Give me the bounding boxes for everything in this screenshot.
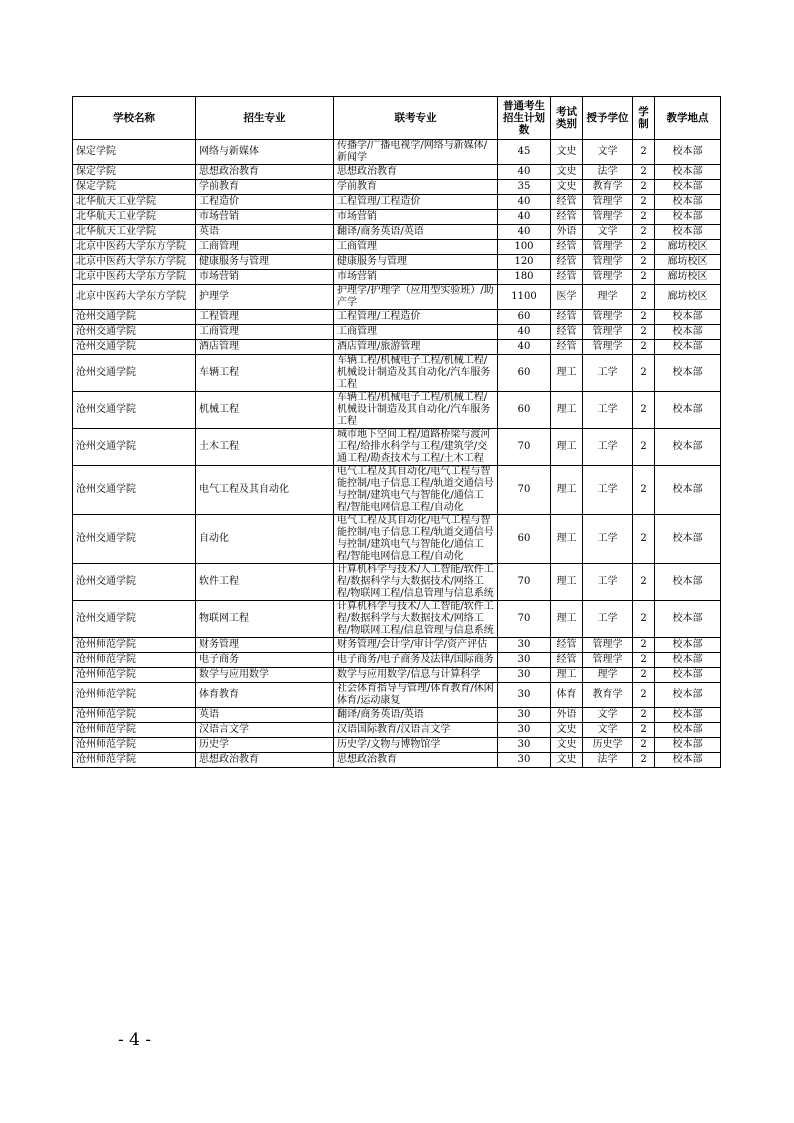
related-majors-cell: 学前教育 xyxy=(334,180,498,195)
related-majors-cell: 计算机科学与技术/人工智能/软件工程/数据科学与大数据技术/网络工程/物联网工程/信息管理与信息系统 xyxy=(334,601,498,638)
duration-cell: 2 xyxy=(633,325,655,340)
exam-cell: 文史 xyxy=(551,723,583,738)
degree-cell: 法学 xyxy=(583,753,633,768)
table-row xyxy=(73,355,721,392)
school-cell: 北京中医药大学东方学院 xyxy=(73,270,196,285)
degree-cell: 工学 xyxy=(583,355,633,392)
table-row xyxy=(73,285,721,310)
degree-cell: 工学 xyxy=(583,564,633,601)
related-majors-cell: 市场营销 xyxy=(334,210,498,225)
related-majors-cell: 电气工程及其自动化/电气工程与智能控制/电子信息工程/轨道交通信号与控制/建筑电气与智能化/通信工程/智能电网信息工程/自动化 xyxy=(334,466,498,515)
duration-cell: 2 xyxy=(633,723,655,738)
plan-cell: 70 xyxy=(498,601,551,638)
duration-cell: 2 xyxy=(633,392,655,429)
related-majors-cell: 传播学/广播电视学/网络与新媒体/新闻学 xyxy=(334,140,498,165)
table-row xyxy=(73,429,721,466)
campus-cell: 校本部 xyxy=(655,638,721,653)
exam-cell: 文史 xyxy=(551,180,583,195)
exam-cell: 文史 xyxy=(551,753,583,768)
plan-cell: 70 xyxy=(498,466,551,515)
major-cell: 工商管理 xyxy=(196,240,334,255)
plan-cell: 30 xyxy=(498,753,551,768)
school-cell: 北京中医药大学东方学院 xyxy=(73,285,196,310)
duration-cell: 2 xyxy=(633,753,655,768)
degree-cell: 工学 xyxy=(583,392,633,429)
plan-cell: 60 xyxy=(498,515,551,564)
duration-cell: 2 xyxy=(633,180,655,195)
exam-cell: 理工 xyxy=(551,392,583,429)
school-cell: 沧州师范学院 xyxy=(73,753,196,768)
major-cell: 英语 xyxy=(196,708,334,723)
duration-cell: 2 xyxy=(633,310,655,325)
exam-cell: 经管 xyxy=(551,255,583,270)
admissions-table xyxy=(72,96,721,768)
degree-cell: 管理学 xyxy=(583,653,633,668)
major-cell: 工程管理 xyxy=(196,310,334,325)
school-cell: 沧州交通学院 xyxy=(73,340,196,355)
table-row xyxy=(73,165,721,180)
campus-cell: 校本部 xyxy=(655,429,721,466)
school-cell: 沧州交通学院 xyxy=(73,355,196,392)
school-cell: 北京中医药大学东方学院 xyxy=(73,240,196,255)
degree-cell: 管理学 xyxy=(583,195,633,210)
duration-cell: 2 xyxy=(633,601,655,638)
school-cell: 沧州师范学院 xyxy=(73,653,196,668)
duration-cell: 2 xyxy=(633,195,655,210)
plan-cell: 40 xyxy=(498,225,551,240)
related-majors-cell: 工程管理/工程造价 xyxy=(334,310,498,325)
degree-cell: 文学 xyxy=(583,225,633,240)
exam-cell: 外语 xyxy=(551,225,583,240)
school-cell: 北京中医药大学东方学院 xyxy=(73,255,196,270)
table-row xyxy=(73,668,721,683)
school-cell: 沧州师范学院 xyxy=(73,668,196,683)
exam-cell: 经管 xyxy=(551,310,583,325)
plan-cell: 100 xyxy=(498,240,551,255)
degree-cell: 教育学 xyxy=(583,683,633,708)
plan-cell: 40 xyxy=(498,165,551,180)
degree-cell: 历史学 xyxy=(583,738,633,753)
campus-cell: 校本部 xyxy=(655,466,721,515)
major-cell: 历史学 xyxy=(196,738,334,753)
duration-cell: 2 xyxy=(633,683,655,708)
major-cell: 护理学 xyxy=(196,285,334,310)
plan-cell: 60 xyxy=(498,310,551,325)
school-cell: 沧州交通学院 xyxy=(73,564,196,601)
campus-cell: 校本部 xyxy=(655,683,721,708)
exam-cell: 经管 xyxy=(551,325,583,340)
table-row xyxy=(73,225,721,240)
related-majors-cell: 翻译/商务英语/英语 xyxy=(334,225,498,240)
major-cell: 机械工程 xyxy=(196,392,334,429)
plan-cell: 30 xyxy=(498,708,551,723)
major-cell: 思想政治教育 xyxy=(196,753,334,768)
table-row xyxy=(73,310,721,325)
degree-cell: 教育学 xyxy=(583,180,633,195)
plan-cell: 40 xyxy=(498,195,551,210)
table-body xyxy=(73,140,721,768)
campus-cell: 校本部 xyxy=(655,195,721,210)
degree-cell: 管理学 xyxy=(583,240,633,255)
exam-cell: 经管 xyxy=(551,195,583,210)
related-majors-cell: 护理学/护理学（应用型实验班）/助产学 xyxy=(334,285,498,310)
exam-cell: 文史 xyxy=(551,738,583,753)
major-cell: 英语 xyxy=(196,225,334,240)
exam-cell: 理工 xyxy=(551,668,583,683)
campus-cell: 校本部 xyxy=(655,210,721,225)
campus-cell: 校本部 xyxy=(655,340,721,355)
duration-cell: 2 xyxy=(633,340,655,355)
plan-cell: 40 xyxy=(498,325,551,340)
related-majors-cell: 电气工程及其自动化/电气工程与智能控制/电子信息工程/轨道交通信号与控制/建筑电气与智能化/通信工程/智能电网信息工程/自动化 xyxy=(334,515,498,564)
related-majors-cell: 城市地下空间工程/道路桥梁与渡河工程/给排水科学与工程/建筑学/交通工程/勘查技术与工程/土木工程 xyxy=(334,429,498,466)
header-duration: 学制 xyxy=(633,97,655,140)
table-row xyxy=(73,195,721,210)
header-enrollment-plan: 普通考生招生计划数 xyxy=(498,97,551,140)
related-majors-cell: 社会体育指导与管理/体育教育/休闲体育/运动康复 xyxy=(334,683,498,708)
campus-cell: 廊坊校区 xyxy=(655,285,721,310)
school-cell: 沧州交通学院 xyxy=(73,392,196,429)
duration-cell: 2 xyxy=(633,255,655,270)
degree-cell: 管理学 xyxy=(583,255,633,270)
major-cell: 网络与新媒体 xyxy=(196,140,334,165)
school-cell: 沧州师范学院 xyxy=(73,708,196,723)
related-majors-cell: 财务管理/会计学/审计学/资产评估 xyxy=(334,638,498,653)
school-cell: 沧州交通学院 xyxy=(73,429,196,466)
header-row xyxy=(73,97,721,140)
plan-cell: 45 xyxy=(498,140,551,165)
table-row xyxy=(73,738,721,753)
plan-cell: 30 xyxy=(498,738,551,753)
school-cell: 保定学院 xyxy=(73,140,196,165)
plan-cell: 30 xyxy=(498,723,551,738)
campus-cell: 校本部 xyxy=(655,165,721,180)
related-majors-cell: 思想政治教育 xyxy=(334,165,498,180)
school-cell: 沧州交通学院 xyxy=(73,310,196,325)
school-cell: 沧州师范学院 xyxy=(73,683,196,708)
school-cell: 沧州交通学院 xyxy=(73,515,196,564)
campus-cell: 校本部 xyxy=(655,708,721,723)
school-cell: 北华航天工业学院 xyxy=(73,195,196,210)
exam-cell: 理工 xyxy=(551,515,583,564)
related-majors-cell: 市场营销 xyxy=(334,270,498,285)
campus-cell: 校本部 xyxy=(655,738,721,753)
campus-cell: 廊坊校区 xyxy=(655,270,721,285)
campus-cell: 校本部 xyxy=(655,355,721,392)
table-row xyxy=(73,140,721,165)
related-majors-cell: 历史学/文物与博物馆学 xyxy=(334,738,498,753)
exam-cell: 外语 xyxy=(551,708,583,723)
major-cell: 市场营销 xyxy=(196,210,334,225)
degree-cell: 管理学 xyxy=(583,310,633,325)
table-row xyxy=(73,325,721,340)
campus-cell: 校本部 xyxy=(655,180,721,195)
duration-cell: 2 xyxy=(633,355,655,392)
duration-cell: 2 xyxy=(633,165,655,180)
major-cell: 电气工程及其自动化 xyxy=(196,466,334,515)
exam-cell: 经管 xyxy=(551,340,583,355)
school-cell: 保定学院 xyxy=(73,165,196,180)
exam-cell: 经管 xyxy=(551,270,583,285)
plan-cell: 40 xyxy=(498,340,551,355)
duration-cell: 2 xyxy=(633,738,655,753)
degree-cell: 管理学 xyxy=(583,210,633,225)
related-majors-cell: 酒店管理/旅游管理 xyxy=(334,340,498,355)
degree-cell: 工学 xyxy=(583,601,633,638)
campus-cell: 校本部 xyxy=(655,310,721,325)
exam-cell: 文史 xyxy=(551,140,583,165)
campus-cell: 校本部 xyxy=(655,140,721,165)
plan-cell: 35 xyxy=(498,180,551,195)
related-majors-cell: 工商管理 xyxy=(334,325,498,340)
table-row xyxy=(73,653,721,668)
exam-cell: 文史 xyxy=(551,165,583,180)
major-cell: 土木工程 xyxy=(196,429,334,466)
related-majors-cell: 计算机科学与技术/人工智能/软件工程/数据科学与大数据技术/网络工程/物联网工程/信息管理与信息系统 xyxy=(334,564,498,601)
degree-cell: 工学 xyxy=(583,515,633,564)
table-row xyxy=(73,515,721,564)
campus-cell: 校本部 xyxy=(655,564,721,601)
header-campus: 教学地点 xyxy=(655,97,721,140)
degree-cell: 理学 xyxy=(583,668,633,683)
table-row xyxy=(73,564,721,601)
table-row xyxy=(73,240,721,255)
exam-cell: 理工 xyxy=(551,564,583,601)
plan-cell: 60 xyxy=(498,355,551,392)
duration-cell: 2 xyxy=(633,140,655,165)
campus-cell: 校本部 xyxy=(655,515,721,564)
degree-cell: 管理学 xyxy=(583,638,633,653)
major-cell: 市场营销 xyxy=(196,270,334,285)
school-cell: 北华航天工业学院 xyxy=(73,210,196,225)
major-cell: 物联网工程 xyxy=(196,601,334,638)
exam-cell: 理工 xyxy=(551,355,583,392)
school-cell: 沧州师范学院 xyxy=(73,738,196,753)
related-majors-cell: 汉语国际教育/汉语言文学 xyxy=(334,723,498,738)
school-cell: 沧州交通学院 xyxy=(73,601,196,638)
table-row xyxy=(73,392,721,429)
table-row xyxy=(73,683,721,708)
school-cell: 沧州交通学院 xyxy=(73,325,196,340)
table-row xyxy=(73,255,721,270)
degree-cell: 文学 xyxy=(583,723,633,738)
campus-cell: 校本部 xyxy=(655,668,721,683)
duration-cell: 2 xyxy=(633,515,655,564)
exam-cell: 经管 xyxy=(551,653,583,668)
school-cell: 北华航天工业学院 xyxy=(73,225,196,240)
major-cell: 工商管理 xyxy=(196,325,334,340)
related-majors-cell: 电子商务/电子商务及法律/国际商务 xyxy=(334,653,498,668)
degree-cell: 理学 xyxy=(583,285,633,310)
table-row xyxy=(73,601,721,638)
exam-cell: 理工 xyxy=(551,466,583,515)
duration-cell: 2 xyxy=(633,270,655,285)
table-row xyxy=(73,708,721,723)
plan-cell: 30 xyxy=(498,638,551,653)
duration-cell: 2 xyxy=(633,668,655,683)
major-cell: 思想政治教育 xyxy=(196,165,334,180)
table-row xyxy=(73,753,721,768)
exam-cell: 经管 xyxy=(551,210,583,225)
campus-cell: 校本部 xyxy=(655,392,721,429)
exam-cell: 经管 xyxy=(551,240,583,255)
header-major: 招生专业 xyxy=(196,97,334,140)
related-majors-cell: 工程管理/工程造价 xyxy=(334,195,498,210)
page-number: - 4 - xyxy=(118,1030,152,1050)
degree-cell: 管理学 xyxy=(583,340,633,355)
plan-cell: 180 xyxy=(498,270,551,285)
plan-cell: 70 xyxy=(498,429,551,466)
plan-cell: 30 xyxy=(498,653,551,668)
table-row xyxy=(73,466,721,515)
duration-cell: 2 xyxy=(633,285,655,310)
degree-cell: 文学 xyxy=(583,708,633,723)
school-cell: 保定学院 xyxy=(73,180,196,195)
plan-cell: 120 xyxy=(498,255,551,270)
plan-cell: 60 xyxy=(498,392,551,429)
duration-cell: 2 xyxy=(633,466,655,515)
table-row xyxy=(73,638,721,653)
table-row xyxy=(73,180,721,195)
degree-cell: 管理学 xyxy=(583,270,633,285)
major-cell: 健康服务与管理 xyxy=(196,255,334,270)
exam-cell: 理工 xyxy=(551,601,583,638)
degree-cell: 文学 xyxy=(583,140,633,165)
degree-cell: 法学 xyxy=(583,165,633,180)
header-degree: 授予学位 xyxy=(583,97,633,140)
campus-cell: 校本部 xyxy=(655,723,721,738)
duration-cell: 2 xyxy=(633,564,655,601)
plan-cell: 40 xyxy=(498,210,551,225)
major-cell: 电子商务 xyxy=(196,653,334,668)
exam-cell: 经管 xyxy=(551,638,583,653)
plan-cell: 30 xyxy=(498,668,551,683)
major-cell: 体育教育 xyxy=(196,683,334,708)
table-row xyxy=(73,723,721,738)
major-cell: 酒店管理 xyxy=(196,340,334,355)
related-majors-cell: 健康服务与管理 xyxy=(334,255,498,270)
major-cell: 自动化 xyxy=(196,515,334,564)
plan-cell: 1100 xyxy=(498,285,551,310)
campus-cell: 校本部 xyxy=(655,653,721,668)
header-exam-category: 考试类别 xyxy=(551,97,583,140)
related-majors-cell: 车辆工程/机械电子工程/机械工程/机械设计制造及其自动化/汽车服务工程 xyxy=(334,392,498,429)
school-cell: 沧州师范学院 xyxy=(73,723,196,738)
major-cell: 数学与应用数学 xyxy=(196,668,334,683)
degree-cell: 工学 xyxy=(583,466,633,515)
related-majors-cell: 翻译/商务英语/英语 xyxy=(334,708,498,723)
table-row xyxy=(73,270,721,285)
related-majors-cell: 数学与应用数学/信息与计算科学 xyxy=(334,668,498,683)
campus-cell: 廊坊校区 xyxy=(655,240,721,255)
campus-cell: 校本部 xyxy=(655,225,721,240)
degree-cell: 工学 xyxy=(583,429,633,466)
plan-cell: 70 xyxy=(498,564,551,601)
related-majors-cell: 思想政治教育 xyxy=(334,753,498,768)
exam-cell: 理工 xyxy=(551,429,583,466)
duration-cell: 2 xyxy=(633,638,655,653)
degree-cell: 管理学 xyxy=(583,325,633,340)
duration-cell: 2 xyxy=(633,708,655,723)
major-cell: 工程造价 xyxy=(196,195,334,210)
related-majors-cell: 工商管理 xyxy=(334,240,498,255)
campus-cell: 校本部 xyxy=(655,601,721,638)
table-row xyxy=(73,210,721,225)
major-cell: 汉语言文学 xyxy=(196,723,334,738)
campus-cell: 校本部 xyxy=(655,753,721,768)
related-majors-cell: 车辆工程/机械电子工程/机械工程/机械设计制造及其自动化/汽车服务工程 xyxy=(334,355,498,392)
major-cell: 软件工程 xyxy=(196,564,334,601)
duration-cell: 2 xyxy=(633,210,655,225)
campus-cell: 廊坊校区 xyxy=(655,255,721,270)
header-school: 学校名称 xyxy=(73,97,196,140)
duration-cell: 2 xyxy=(633,225,655,240)
major-cell: 车辆工程 xyxy=(196,355,334,392)
exam-cell: 医学 xyxy=(551,285,583,310)
exam-cell: 体育 xyxy=(551,683,583,708)
duration-cell: 2 xyxy=(633,429,655,466)
campus-cell: 校本部 xyxy=(655,325,721,340)
duration-cell: 2 xyxy=(633,653,655,668)
duration-cell: 2 xyxy=(633,240,655,255)
major-cell: 财务管理 xyxy=(196,638,334,653)
school-cell: 沧州师范学院 xyxy=(73,638,196,653)
plan-cell: 30 xyxy=(498,683,551,708)
header-related-majors: 联考专业 xyxy=(334,97,498,140)
table-row xyxy=(73,340,721,355)
major-cell: 学前教育 xyxy=(196,180,334,195)
school-cell: 沧州交通学院 xyxy=(73,466,196,515)
